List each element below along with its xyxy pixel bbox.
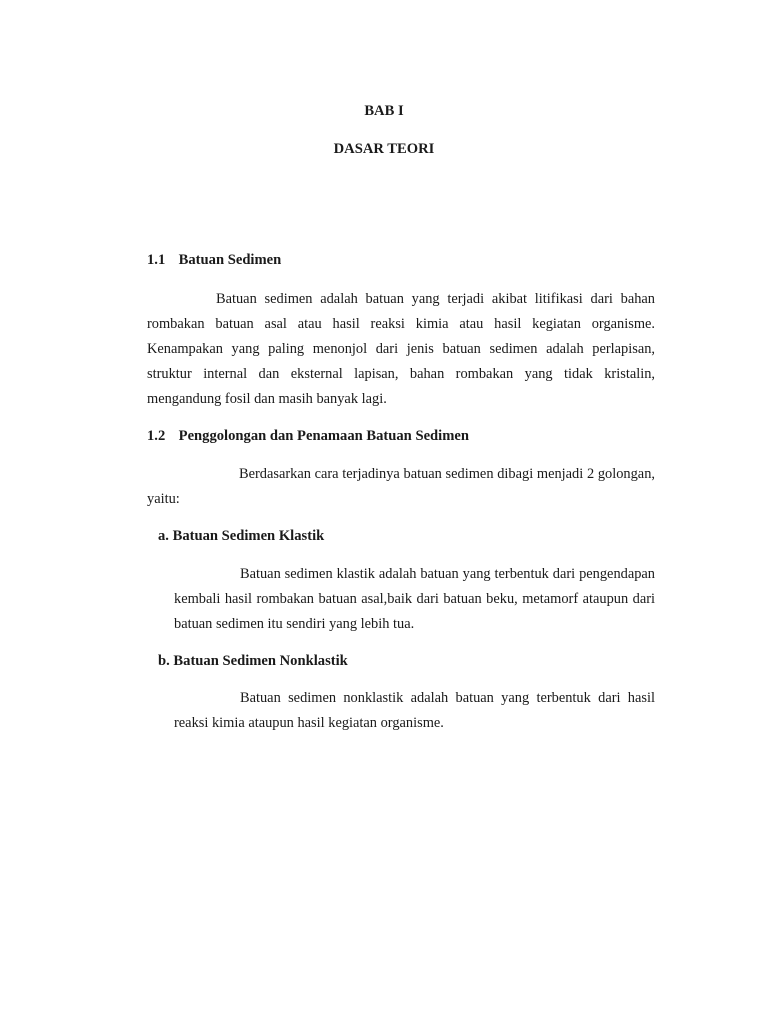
chapter-number: BAB I xyxy=(364,103,404,119)
subsection-a-paragraph: Batuan sedimen klastik adalah batuan yang terbentuk dari pengendapan kembali hasil rombakan batuan asal,baik dari batuan beku, metamorf ataupun dari batuan sedimen itu sendiri yang lebih tua. xyxy=(174,566,655,632)
section-heading-1-1 xyxy=(147,252,281,269)
section-1-2-paragraph: Berdasarkan cara terjadinya batuan sedimen dibagi menjadi 2 golongan, yaitu: xyxy=(147,466,655,507)
chapter-title: DASAR TEORI xyxy=(333,141,435,157)
subsection-heading-b: b. Batuan Sedimen Nonklastik xyxy=(158,653,348,669)
subsection-b-paragraph: Batuan sedimen nonklastik adalah batuan yang terbentuk dari hasil reaksi kimia ataupun hasil kegiatan organisme. xyxy=(174,690,655,731)
subsection-heading-a: a. Batuan Sedimen Klastik xyxy=(158,528,325,544)
section-title: Batuan Sedimen xyxy=(178,252,282,268)
section-number: 1.2 xyxy=(147,428,166,444)
section-heading-1-2 xyxy=(147,428,469,445)
section-title: Penggolongan dan Penamaan Batuan Sedimen xyxy=(178,428,469,444)
section-1-1-paragraph: Batuan sedimen adalah batuan yang terjadi akibat litifikasi dari bahan rombakan batuan asal atau hasil reaksi kimia atau hasil kegiatan organisme. Kenampakan yang paling menonjol dari jenis batuan sedimen adalah perlapisan, struktur internal dan eksternal lapisan, bahan rombakan yang tidak kristalin, mengandung fosil dan masih banyak lagi. xyxy=(147,291,655,407)
section-number: 1.1 xyxy=(147,252,166,268)
